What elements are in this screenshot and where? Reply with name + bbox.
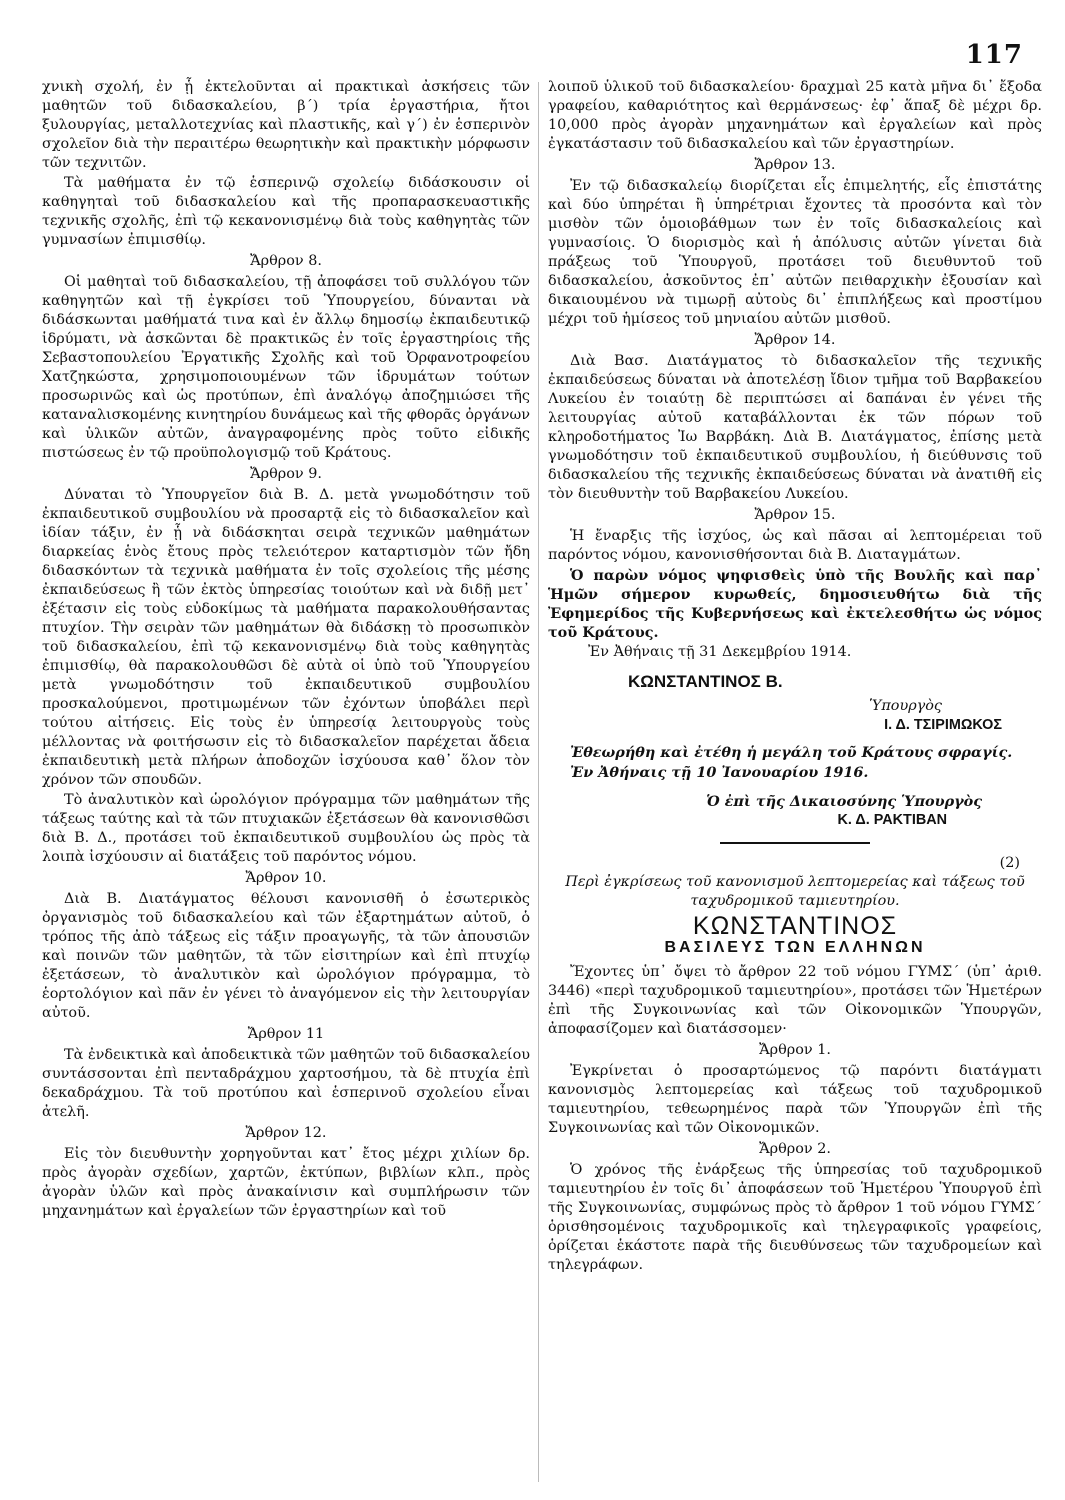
article-heading: Ἄρθρον 13. (754, 157, 836, 173)
king-signature: ΚΩΝΣΤΑΝΤΙΝΟΣ Β. (628, 672, 783, 691)
paragraph: Ὁ χρόνος τῆς ἐνάρξεως τῆς ὑπηρεσίας τοῦ ταχυδρομικοῦ ταμιευτηρίου ἐν τοῖς δι᾽ ἀποφάσεων τοῦ Ἡμετέρου Ὑπουργοῦ ἐπὶ τῆς Συγκοινωνίας, συμφώνως πρὸς τὸ ἄρθρον 1 τοῦ νόμου ΓΥΜΣ΄ ὁρισθησομένοις ταχυδρομικοῖς καὶ τηλεγραφικοῖς γραφείοις, ὁρίζεται ἑκάστοτε παρὰ τῆς διευθύνσεως τῶν ταχυδρομείων καὶ τηλεγράφων. (548, 1162, 1042, 1273)
paragraph: Οἱ μαθηταὶ τοῦ διδασκαλείου, τῇ ἀποφάσει τοῦ συλλόγου τῶν καθηγητῶν καὶ τῇ ἐγκρίσει τοῦ Ὑπουργείου, δύνανται νὰ διδάσκωνται μαθήματά τινα καὶ ἐν ἄλλῳ δημοσίῳ ἐκπαιδευτικῷ ἱδρύματι, νὰ ἀσκῶνται δὲ πρακτικῶς ἐν τοῖς ἐργαστηρίοις τῆς Σεβαστοπουλείου Ἐργατικῆς Σχολῆς καὶ τοῦ Ὀρφανοτροφείου Χατζηκώστα, χρησιμοποιουμένων τῶν ἱδρυμάτων τούτων προσωρινῶς καὶ ὡς προτύπων, ἐπὶ ἀναλόγῳ ἀποζημιώσει τῆς καταναλισκομένης κινητηρίου δυνάμεως καὶ τῆς φθορᾶς ὀργάνων καὶ ὑλικῶν αὐτῶν, ἀναγραφομένης πρὸς τοῦτο εἰδικῆς πιστώσεως ἐν τῷ προϋπολογισμῷ τοῦ Κράτους. (42, 274, 530, 461)
decree-number: (2) (999, 855, 1020, 871)
king-subtitle: ΒΑΣΙΛΕΥΣ ΤΩΝ ΕΛΛΗΝΩΝ (664, 939, 926, 956)
article-heading: Ἄρθρον 12. (245, 1125, 327, 1141)
paragraph: Διὰ Βασ. Διατάγματος τὸ διδασκαλεῖον τῆς τεχνικῆς ἐκπαιδεύσεως δύναται νὰ ἀποτελέσῃ ἴδιον τμῆμα τοῦ Βαρβακείου Λυκείου ἐν τοιαύτῃ δὲ περιπτώσει αἱ δαπάναι ἐν γένει τῆς λειτουργίας αὐτοῦ καταβάλλονται ἐκ τῶν πόρων τοῦ κληροδοτήματος Ἰω Βαρβάκη. Διὰ Β. Διατάγματος, ἐπίσης μετὰ γνωμοδότησιν τοῦ ἐκπαιδευτικοῦ συμβουλίου, ἡ διεύθυνσις τοῦ διδασκαλείου τῆς τεχνικῆς ἐκπαιδεύσεως δύναται νὰ ἀνατιθῆ εἰς τὸν διευθυντὴν τοῦ Βαρβακείου Λυκείου. (548, 353, 1042, 502)
paragraph: Ἐν τῷ διδασκαλείῳ διορίζεται εἷς ἐπιμελητής, εἷς ἐπιστάτης καὶ δύο ὑπηρέται ἢ ὑπηρέτριαι ἔχοντες τὰ προσόντα καὶ τὸν μισθὸν τῶν ὁμοιοβάθμων των ἐν τοῖς διδασκαλείοις καὶ γυμνασίοις. Ὁ διορισμὸς καὶ ἡ ἀπόλυσις αὐτῶν γίνεται διὰ πράξεως τοῦ Ὑπουργοῦ, προτάσει τοῦ διευθυντοῦ τοῦ διδασκαλείου, ἀσκοῦντος ἐπ᾽ αὐτῶν πειθαρχικὴν ἐξουσίαν καὶ δικαιουμένου νὰ τιμωρῇ αὐτοὺς δι᾽ ἐπιπλήξεως καὶ προστίμου μέχρι τοῦ ἡμίσεος τοῦ μηνιαίου αὐτῶν μισθοῦ. (548, 178, 1042, 327)
paragraph: Ἡ ἔναρξις τῆς ἰσχύος, ὡς καὶ πᾶσαι αἱ λεπτομέρειαι τοῦ παρόντος νόμου, κανονισθήσονται διὰ Β. Διαταγμάτων. (548, 528, 1042, 563)
article-heading: Ἄρθρον 2. (759, 1141, 831, 1157)
paragraph: Δύναται τὸ Ὑπουργεῖον διὰ Β. Δ. μετὰ γνωμοδότησιν τοῦ ἐκπαιδευτικοῦ συμβουλίου νὰ προσαρτᾷ εἰς τὸ διδασκαλεῖον καὶ ἰδίαν τάξιν, ἐν ᾗ νὰ διδάσκηται σειρὰ τεχνικῶν μαθημάτων διαρκείας ἑνὸς ἔτους πρὸς τελειότερον καταρτισμὸν τῶν ἤδη διδασκόντων τὰ τεχνικὰ μαθήματα ἐν τοῖς σχολείοις τῆς μέσης ἐκπαιδεύσεως ἢ τῶν ἐκτὸς ὑπηρεσίας τοιούτων καὶ νὰ διδῇ μετ᾽ ἐξέτασιν εἰς τοὺς εὐδοκίμως τὰ μαθήματα παρακολουθήσαντας πτυχίον. Τὴν σειρὰν τῶν μαθημάτων θὰ διδάσκῃ τὸ προσωπικὸν τοῦ διδασκαλείου, ἐπὶ τῷ κεκανονισμένῳ διὰ τοὺς καθηγητὰς ἐπιμισθίῳ, θὰ παρακολουθῶσι δὲ αὐτὰ οἱ ὑπὸ τοῦ Ὑπουργείου μετὰ γνωμοδότησιν τοῦ ἐκπαιδευτικοῦ συμβουλίου προσκαλούμενοι, προτιμωμένων τῶν ἐχόντων ὑποβάλει περὶ τούτου αἰτήσεις. Εἰς τοὺς ἐν ὑπηρεσίᾳ λειτουργοὺς τοὺς μέλλοντας νὰ φοιτήσωσιν εἰς τὸ διδασκαλεῖον παρέχεται ἄδεια ἐκπαιδευτικὴ μετὰ πλήρων ἀποδοχῶν ἰσχύουσα καθ᾽ ὅλον τὸν χρόνον τῶν σπουδῶν. (42, 487, 530, 788)
justice-minister-name: Κ. Δ. ΡΑΚΤΙΒΑΝ (837, 812, 947, 828)
article-heading: Ἄρθρον 9. (250, 466, 322, 482)
paragraph: Διὰ Β. Διατάγματος θέλουσι κανονισθῆ ὁ ἐσωτερικὸς ὀργανισμὸς τοῦ διδασκαλείου καὶ τῶν ἐξαρτημάτων αὐτοῦ, ὁ τρόπος τῆς ἀπὸ τάξεως εἰς τάξιν προαγωγῆς, τὰ τῶν ἀπουσιῶν καὶ ποινῶν τῶν μαθητῶν, τὰ τῶν εἰσιτηρίων καὶ ἐπὶ πτυχίῳ ἐξετάσεων, τὸ ἀναλυτικὸν καὶ ὡρολόγιον πρόγραμμα, τὸ ἑορτολόγιον καὶ πᾶν ἐν γένει τὸ ἀναγόμενον εἰς τὴν λειτουργίαν αὐτοῦ. (42, 891, 530, 1021)
paragraph: Ἐγκρίνεται ὁ προσαρτώμενος τῷ παρόντι διατάγματι κανονισμὸς λεπτομερείας καὶ τάξεως τοῦ ταχυδρομικοῦ ταμιευτηρίου, τεθεωρημένος παρὰ τῶν Ὑπουργῶν ἐπὶ τῆς Συγκοινωνίας καὶ τῶν Οἰκονομικῶν. (548, 1063, 1042, 1136)
left-column (42, 78, 530, 1222)
king-title: ΚΩΝΣΤΑΝΤΙΝΟΣ (692, 912, 898, 940)
article-heading: Ἄρθρον 15. (754, 507, 836, 523)
justice-minister-role: Ὁ ἐπὶ τῆς Δικαιοσύνης Ὑπουργὸς (706, 793, 982, 810)
right-column (548, 78, 1042, 1276)
paragraph: Τὰ ἐνδεικτικὰ καὶ ἀποδεικτικὰ τῶν μαθητῶν τοῦ διδασκαλείου συντάσσονται ἐπὶ πενταδράχμου χαρτοσήμου, τὰ δὲ πτυχία ἐπὶ δεκαδράχμου. Τὰ τοῦ προτύπου καὶ ἑσπερινοῦ σχολείου εἶναι ἀτελῆ. (42, 1047, 530, 1120)
paragraph: Τὰ μαθήματα ἐν τῷ ἑσπερινῷ σχολείῳ διδάσκουσιν οἱ καθηγηταὶ τοῦ διδασκαλείου καὶ τῆς προπαρασκευαστικῆς τεχνικῆς σχολῆς, ἐπὶ τῷ κεκανονισμένῳ διὰ τοὺς καθηγητὰς τῶν γυμνασίων ἐπιμισθίῳ. (42, 175, 530, 248)
minister-role: Ὑπουργὸς (869, 698, 942, 714)
article-heading: Ἄρθρον 1. (759, 1042, 831, 1058)
separator-rule (720, 842, 870, 844)
page-number: 117 (965, 40, 1023, 70)
paragraph: Εἰς τὸν διευθυντὴν χορηγοῦνται κατ᾽ ἔτος μέχρι χιλίων δρ. πρὸς ἀγορὰν σχεδίων, χαρτῶν, ἐκτύπων, βιβλίων κλπ., πρὸς ἀγορὰν ὑλῶν καὶ πρὸς ἀνακαίνισιν καὶ συμπλήρωσιν τῶν μηχανημάτων καὶ ἐργαλείων τῶν ἐργαστηρίων καὶ τοῦ (42, 1146, 530, 1219)
enactment-clause: Ὁ παρὼν νόμος ψηφισθεὶς ὑπὸ τῆς Βουλῆς καὶ παρ᾽ Ἡμῶν σήμερον κυρωθείς, δημοσιευθήτω διὰ τῆς Ἐφημερίδος τῆς Κυβερνήσεως καὶ ἐκτελεσθήτω ὡς νόμος τοῦ Κράτους. (548, 567, 1042, 641)
article-heading: Ἄρθρον 10. (245, 870, 327, 886)
decree-title: Περὶ ἐγκρίσεως τοῦ κανονισμοῦ λεπτομερείας καὶ τάξεως τοῦ ταχυδρομικοῦ ταμιευτηρίου. (565, 874, 1025, 909)
date-line: Ἐν Ἀθήναις τῇ 31 Δεκεμβρίου 1914. (588, 644, 852, 660)
article-heading: Ἄρθρον 14. (754, 332, 836, 348)
minister-name: Ι. Δ. ΤΣΙΡΙΜΩΚΟΣ (884, 717, 1002, 733)
paragraph: λοιποῦ ὑλικοῦ τοῦ διδασκαλείου· δραχμαὶ 25 κατὰ μῆνα δι᾽ ἔξοδα γραφείου, καθαριότητος καὶ θερμάνσεως· ἐφ᾽ ἅπαξ δὲ μέχρι δρ. 10,000 πρὸς ἀγορὰν μηχανημάτων καὶ ἐργαλείων καὶ πρὸς ἐγκατάστασιν τοῦ διδασκαλείου καὶ τῶν ἐργαστηρίων. (548, 79, 1042, 152)
seal-date-line: Ἐν Ἀθήναις τῇ 10 Ἰανουαρίου 1916. (570, 764, 869, 781)
article-heading: Ἄρθρον 8. (250, 253, 322, 269)
column-divider (538, 82, 539, 1482)
paragraph: Ἔχοντες ὑπ᾽ ὄψει τὸ ἄρθρον 22 τοῦ νόμου ΓΥΜΣ΄ (ὑπ᾽ ἀριθ. 3446) «περὶ ταχυδρομικοῦ ταμιευτηρίου», προτάσει τῶν Ἡμετέρων ἐπὶ τῆς Συγκοινωνίας καὶ τῶν Οἰκονομικῶν Ὑπουργῶν, ἀποφασίζομεν καὶ διατάσσομεν· (548, 964, 1042, 1037)
paragraph: χνικὴ σχολή, ἐν ᾗ ἐκτελοῦνται αἱ πρακτικαὶ ἀσκήσεις τῶν μαθητῶν τοῦ διδασκαλείου, β΄) τρία ἐργαστήρια, ἤτοι ξυλουργίας, μεταλλοτεχνίας καὶ πλαστικῆς, καὶ γ΄) ἐν ἑσπερινὸν σχολεῖον διὰ τὴν περαιτέρω θεωρητικὴν καὶ πρακτικὴν μόρφωσιν τῶν τεχνιτῶν. (42, 79, 530, 171)
article-heading: Ἄρθρον 11 (247, 1026, 325, 1042)
paragraph: Τὸ ἀναλυτικὸν καὶ ὡρολόγιον πρόγραμμα τῶν μαθημάτων τῆς τάξεως ταύτης καὶ τὰ τῶν πτυχιακῶν ἐξετάσεων θὰ κανονισθῶσι διὰ Β. Δ., προτάσει τοῦ ἐκπαιδευτικοῦ συμβουλίου ὡς πρὸς τὰ λοιπὰ ἰσχύουσιν αἱ διατάξεις τοῦ παρόντος νόμου. (42, 792, 530, 865)
seal-line: Ἐθεωρήθη καὶ ἐτέθη ἡ μεγάλη τοῦ Κράτους σφραγίς. (570, 744, 1013, 761)
